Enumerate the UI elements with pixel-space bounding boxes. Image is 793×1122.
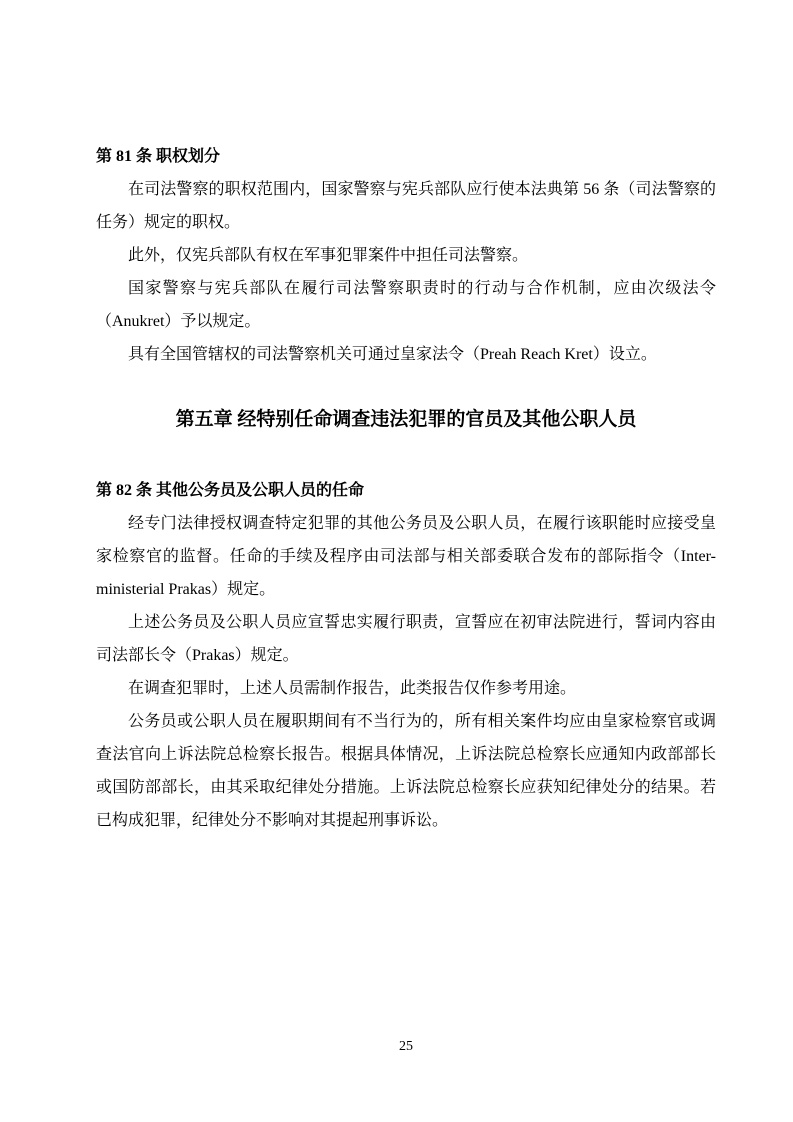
article-82-heading: 第 82 条 其他公务员及公职人员的任命 <box>96 482 365 499</box>
chapter-5-title: 第五章 经特别任命调查违法犯罪的官员及其他公职人员 <box>175 409 637 430</box>
article-82-paragraph-3: 在调查犯罪时，上述人员需制作报告，此类报告仅作参考用途。 <box>128 680 577 697</box>
article-81-paragraph-1: 在司法警察的职权范围内，国家警察与宪兵部队应行使本法典第 56 条（司法警察的任务）规定的职权。 <box>96 181 716 231</box>
article-82-paragraph-4: 公务员或公职人员在履职期间有不当行为的，所有相关案件均应由皇家检察官或调查法官向上诉法院总检察长报告。根据具体情况，上诉法院总检察长应通知内政部部长或国防部部长，由其采取纪律处分措施。上诉法院总检察长应获知纪律处分的结果。若已构成犯罪，纪律处分不影响对其提起刑事诉讼。 <box>96 713 716 829</box>
document-content <box>96 140 716 837</box>
article-81-paragraph-2: 此外，仅宪兵部队有权在军事犯罪案件中担任司法警察。 <box>128 247 529 264</box>
article-82-paragraph-2: 上述公务员及公职人员应宣誓忠实履行职责，宣誓应在初审法院进行，誓词内容由司法部长令（Prakas）规定。 <box>96 614 716 664</box>
page-number: 25 <box>399 1039 413 1054</box>
article-81-paragraph-3: 国家警察与宪兵部队在履行司法警察职责时的行动与合作机制，应由次级法令（Anukret）予以规定。 <box>96 280 716 330</box>
article-81-heading: 第 81 条 职权划分 <box>96 148 221 165</box>
article-82-paragraph-1: 经专门法律授权调查特定犯罪的其他公务员及公职人员，在履行该职能时应接受皇家检察官的监督。任命的手续及程序由司法部与相关部委联合发布的部际指令（Inter-ministerial Prakas）规定。 <box>96 515 716 598</box>
article-81-paragraph-4: 具有全国管辖权的司法警察机关可通过皇家法令（Preah Reach Kret）设立。 <box>128 346 657 363</box>
